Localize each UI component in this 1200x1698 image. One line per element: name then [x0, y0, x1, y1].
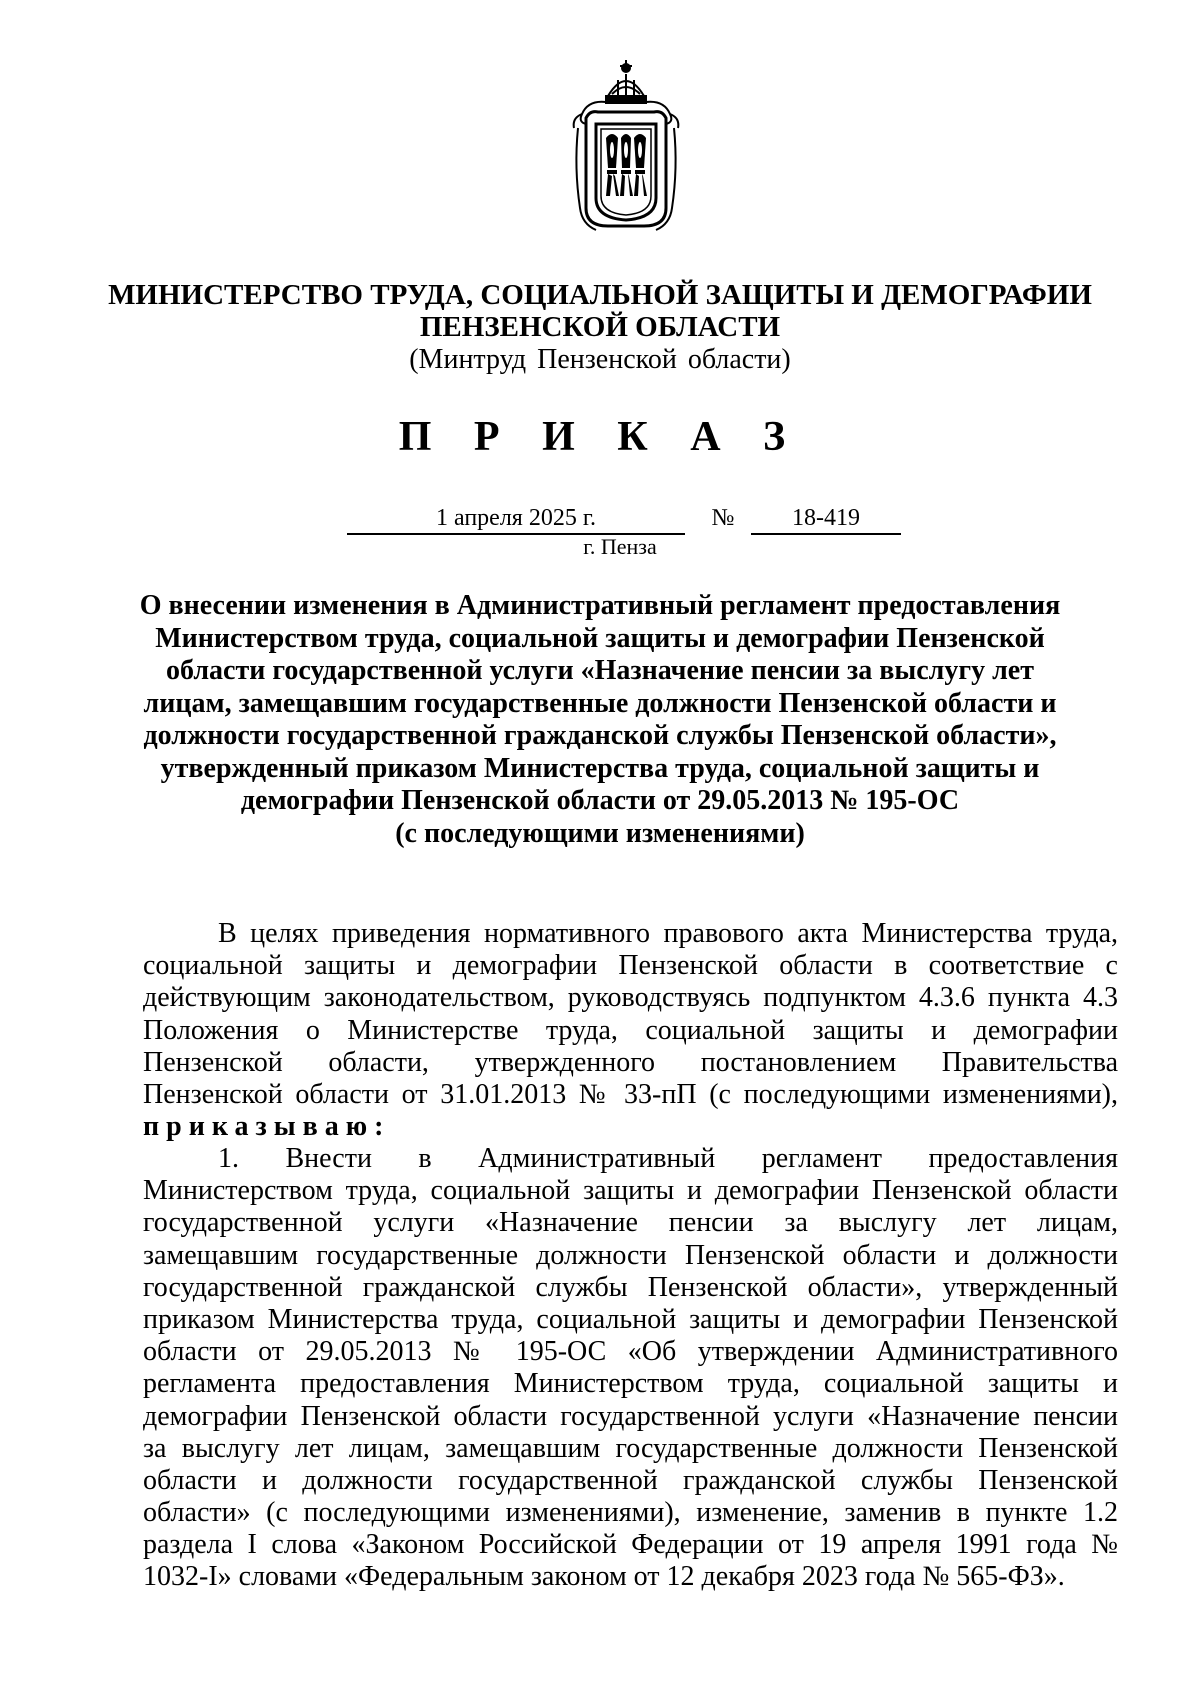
item-line: регламента предоставления Министерством труда, социальной защиты и	[143, 1368, 1118, 1400]
item-line: 1032-I» словами «Федеральным законом от 12 декабря 2023 года № 565-ФЗ».	[143, 1561, 1065, 1593]
item-line: демографии Пензенской области государственной услуги «Назначение пенсии	[143, 1400, 1118, 1432]
title-line: утвержденный приказом Министерства труда, социальной защиты и	[160, 752, 1040, 784]
item-line: раздела I слова «Законом Российской Федерации от 19 апреля 1991 года №	[143, 1529, 1118, 1561]
preamble-line: Пензенской области, утвержденного постановлением Правительства	[143, 1046, 1118, 1078]
item-line: Министерством труда, социальной защиты и демографии Пензенской области	[143, 1175, 1118, 1207]
item-line: государственной услуги «Назначение пенсии за выслугу лет лицам,	[143, 1207, 1118, 1239]
preamble-line: социальной защиты и демографии Пензенской области в соответствие с	[143, 950, 1118, 982]
preamble-line: Пензенской области от 31.01.2013 № 33-пП (с последующими изменениями),	[143, 1078, 1118, 1110]
document-city: г. Пенза	[583, 534, 657, 559]
title-line: должности государственной гражданской службы Пензенской области»,	[143, 720, 1057, 751]
document-type-heading: П Р И К А З	[398, 414, 802, 460]
preamble-line: В целях приведения нормативного правового акта Министерства труда,	[218, 918, 1118, 949]
coat-of-arms-emblem	[568, 58, 684, 236]
item-line: области и должности государственной гражданской службы Пензенской	[143, 1464, 1118, 1496]
title-line: области государственной услуги «Назначение пенсии за выслугу лет	[166, 655, 1034, 686]
item-line: приказом Министерства труда, социальной защиты и демографии Пензенской	[143, 1303, 1118, 1335]
item-line: 1. Внести в Административный регламент предоставления	[218, 1143, 1118, 1174]
item-line: области» (с последующими изменениями), изменение, заменив в пункте 1.2	[143, 1497, 1118, 1529]
order-word: приказываю:	[143, 1111, 391, 1143]
item-line: государственной гражданской службы Пензенской области», утвержденный	[143, 1271, 1118, 1303]
item-1-paragraph	[143, 1143, 1118, 1594]
title-line: О внесении изменения в Административный регламент предоставления	[139, 590, 1061, 621]
document-date: 1 апреля 2025 г.	[347, 503, 685, 535]
number-sign: №	[711, 505, 735, 531]
ministry-name-line2: ПЕНЗЕНСКОЙ ОБЛАСТИ	[419, 311, 781, 343]
title-line: Министерством труда, социальной защиты и демографии Пензенской	[155, 622, 1045, 654]
preamble-paragraph	[143, 918, 1118, 1143]
ministry-name-line1: МИНИСТЕРСТВО ТРУДА, СОЦИАЛЬНОЙ ЗАЩИТЫ И ДЕМОГРАФИИ	[108, 279, 1092, 311]
ministry-short-name: (Минтруд Пензенской области)	[409, 344, 791, 375]
document-number: 18-419	[751, 503, 901, 535]
title-line: лицам, замещавшим государственные должности Пензенской области и	[143, 687, 1057, 719]
item-line: замещавшим государственные должности Пензенской области и должности	[143, 1239, 1118, 1271]
item-line: области от 29.05.2013 № 195-ОС «Об утверждении Административного	[143, 1336, 1118, 1368]
title-line: (с последующими изменениями)	[395, 817, 805, 849]
item-line: за выслугу лет лицам, замещавшим государственные должности Пензенской	[143, 1432, 1118, 1464]
title-line: демографии Пензенской области от 29.05.2013 № 195-ОС	[240, 785, 960, 816]
document-title	[120, 590, 1080, 850]
preamble-line: Положения о Министерстве труда, социальной защиты и демографии	[143, 1014, 1118, 1046]
preamble-line: действующим законодательством, руководствуясь подпунктом 4.3.6 пункта 4.3	[143, 982, 1118, 1014]
